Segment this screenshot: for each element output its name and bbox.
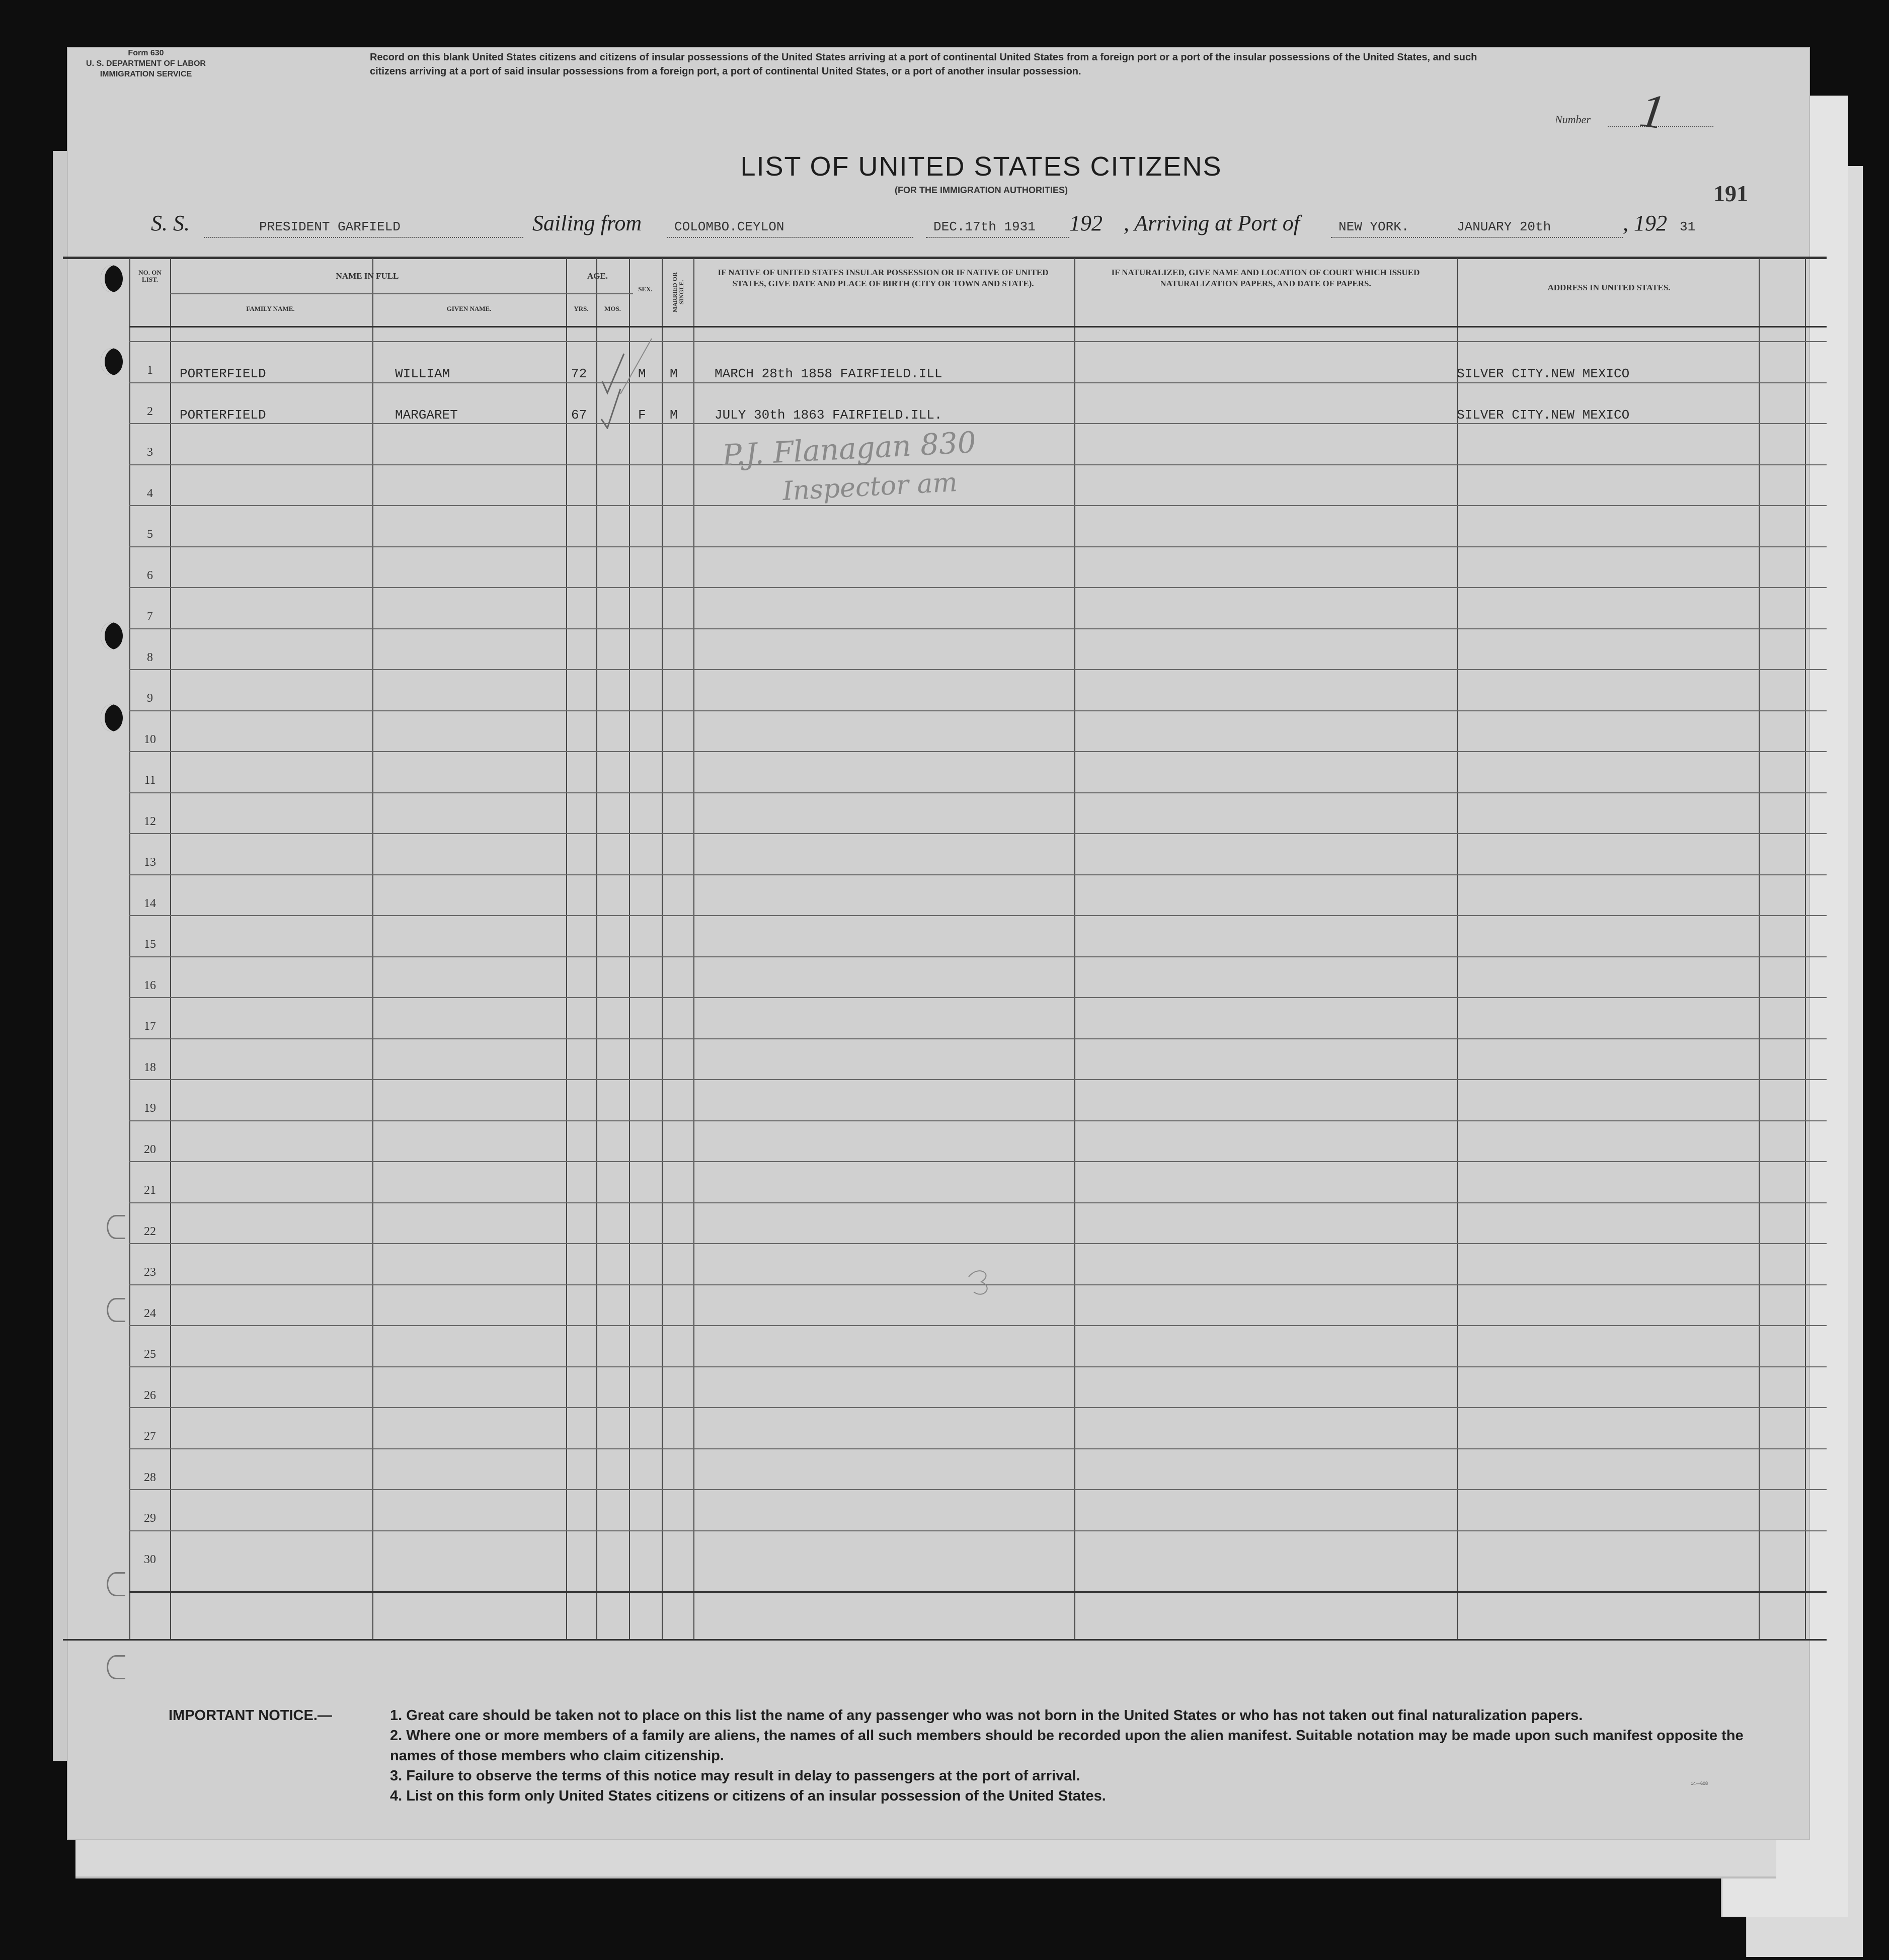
column-rule xyxy=(566,258,567,1639)
row-2-birth: JULY 30th 1863 FAIRFIELD.ILL. xyxy=(715,407,942,423)
row-number: 30 xyxy=(144,1553,156,1566)
row-number: 14 xyxy=(144,896,156,910)
year-prefix-1: 192 xyxy=(1069,211,1103,235)
row-number: 13 xyxy=(144,856,156,869)
row-1-age-years: 72 xyxy=(571,366,587,381)
row-number: 9 xyxy=(147,692,153,705)
row-1-given-name: WILLIAM xyxy=(395,366,450,381)
row-rule xyxy=(129,956,1827,957)
row-rule xyxy=(129,505,1827,506)
row-number: 12 xyxy=(144,814,156,828)
row-number: 29 xyxy=(144,1512,156,1525)
row-rule xyxy=(129,382,1827,383)
arriving-year-suffix: 31 xyxy=(1680,219,1696,234)
ship-name: PRESIDENT GARFIELD xyxy=(259,219,401,234)
row-number: 10 xyxy=(144,732,156,746)
header-name-in-full: NAME IN FULL xyxy=(336,271,399,281)
row-number: 24 xyxy=(144,1306,156,1320)
arriving-date: JANUARY 20th xyxy=(1457,219,1551,234)
row-rule xyxy=(129,874,1827,875)
row-rule xyxy=(129,1591,1827,1593)
row-rule xyxy=(129,341,1827,342)
row-2-family-name: PORTERFIELD xyxy=(180,407,266,423)
header-naturalized: IF NATURALIZED, GIVE NAME AND LOCATION OF COURT WHICH ISSUED NATURALIZATION PAPERS, AND DATE OF PAPERS. xyxy=(1111,268,1420,288)
row-1-sex: M xyxy=(638,366,646,381)
column-rule xyxy=(170,258,171,1639)
arriving-port: NEW YORK. xyxy=(1339,219,1409,234)
list-number: 1 xyxy=(1636,83,1669,139)
notice-item: 2. Where one or more members of a family are aliens, the names of all such members should be recorded upon the alien manifest. Suitable notation may be made upon such manifest opposite the names of those members who claim citizenship. xyxy=(390,1728,1744,1764)
page-subtitle: (FOR THE IMMIGRATION AUTHORITIES) xyxy=(895,185,1068,195)
row-number: 27 xyxy=(144,1430,156,1443)
row-number: 25 xyxy=(144,1348,156,1361)
service-name: IMMIGRATION SERVICE xyxy=(100,70,192,78)
row-number: 18 xyxy=(144,1060,156,1074)
row-number: 8 xyxy=(147,650,153,664)
sailing-from-underline xyxy=(667,236,913,238)
form-number: Form 630 xyxy=(128,49,164,57)
row-number: 20 xyxy=(144,1142,156,1156)
check-mark xyxy=(601,389,620,428)
row-2-sex: F xyxy=(638,407,646,423)
row-rule xyxy=(129,1202,1827,1203)
notice-item: 3. Failure to observe the terms of this notice may result in delay to passengers at the port of arrival. xyxy=(390,1768,1080,1784)
row-rule xyxy=(129,669,1827,670)
header-address: ADDRESS IN UNITED STATES. xyxy=(1547,283,1671,292)
form-identification xyxy=(70,48,221,79)
notice-item: 4. List on this form only United States citizens or citizens of an insular possession of the United States. xyxy=(390,1788,1106,1804)
row-1-marital-status: M xyxy=(670,366,678,381)
row-number: 11 xyxy=(144,774,156,787)
record-instructions: Record on this blank United States citizens and citizens of insular possessions of the United States arriving at a port of continental United States from a foreign port or a port of the insular possessions of the United States, and such citizens arriving at a port of said insular possessions from a foreign port, a port of continental United States, or a port of another insular possession. xyxy=(370,52,1477,77)
inspector-signature: P.J. Flanagan 830 xyxy=(721,425,977,473)
header-family-name: FAMILY NAME. xyxy=(246,305,295,312)
check-mark xyxy=(602,354,624,393)
row-rule xyxy=(129,751,1827,752)
row-number: 19 xyxy=(144,1102,156,1115)
row-number: 1 xyxy=(147,364,153,377)
row-1-family-name: PORTERFIELD xyxy=(180,366,266,381)
punch-hole xyxy=(107,1655,125,1679)
notice-item: 1. Great care should be taken not to place on this list the name of any passenger who was not born in the United States or who has not taken out final naturalization papers. xyxy=(390,1707,1583,1724)
row-number: 22 xyxy=(144,1224,156,1238)
row-rule xyxy=(129,1489,1827,1490)
row-rule xyxy=(129,464,1827,465)
row-rule xyxy=(129,1243,1827,1244)
row-rule xyxy=(129,1530,1827,1531)
sailing-date-underline xyxy=(926,236,1069,238)
column-rule xyxy=(662,258,663,1639)
header-rule xyxy=(129,326,1827,328)
row-2-given-name: MARGARET xyxy=(395,407,458,423)
sailing-from-port: COLOMBO.CEYLON xyxy=(674,219,784,234)
row-number: 2 xyxy=(147,404,153,418)
sailing-from-label: Sailing from xyxy=(532,211,642,235)
column-rule xyxy=(1805,258,1806,1639)
row-number: 15 xyxy=(144,938,156,951)
row-number: 21 xyxy=(144,1184,156,1197)
header-birth: IF NATIVE OF UNITED STATES INSULAR POSSESSION OR IF NATIVE OF UNITED STATES, GIVE DATE AND PLACE OF BIRTH (CITY OR TOWN AND STATE). xyxy=(718,268,1049,288)
row-2-age-years: 67 xyxy=(571,407,587,423)
column-rule xyxy=(1759,258,1760,1639)
row-rule xyxy=(129,833,1827,834)
row-rule xyxy=(129,710,1827,711)
row-number: 3 xyxy=(147,446,153,459)
row-rule xyxy=(129,1325,1827,1326)
arriving-label: , Arriving at Port of xyxy=(1124,211,1300,235)
row-rule xyxy=(129,1407,1827,1408)
column-rule xyxy=(372,258,373,1639)
header-age-months: MOS. xyxy=(604,305,621,312)
check-marks xyxy=(596,334,657,429)
row-rule xyxy=(129,915,1827,916)
row-2-address: SILVER CITY.NEW MEXICO xyxy=(1457,407,1630,423)
row-number: 17 xyxy=(144,1020,156,1033)
row-1-address: SILVER CITY.NEW MEXICO xyxy=(1457,366,1630,381)
row-rule xyxy=(129,1120,1827,1121)
header-married-or-single: MARRIED OR SINGLE. xyxy=(671,272,685,312)
row-rule xyxy=(129,587,1827,588)
department-name: U. S. DEPARTMENT OF LABOR xyxy=(86,59,206,68)
header-rule xyxy=(170,293,633,294)
row-rule xyxy=(129,997,1827,998)
column-rule xyxy=(629,258,630,1639)
row-1-birth: MARCH 28th 1858 FAIRFIELD.ILL xyxy=(715,366,942,381)
header-age: AGE. xyxy=(587,271,608,281)
row-2-marital-status: M xyxy=(670,407,678,423)
row-rule xyxy=(129,792,1827,793)
header-no-on-list: NO. ON LIST. xyxy=(138,269,162,283)
form-print-code: 14—608 xyxy=(1691,1781,1708,1786)
row-number: 23 xyxy=(144,1266,156,1279)
column-rule xyxy=(596,258,597,1639)
header-given-name: GIVEN NAME. xyxy=(446,305,492,312)
pencil-stroke xyxy=(620,339,652,394)
row-number: 6 xyxy=(147,568,153,582)
pencil-mark xyxy=(964,1264,999,1299)
citizens-table xyxy=(63,257,1827,1641)
column-rule xyxy=(693,258,694,1639)
row-rule xyxy=(129,628,1827,629)
number-label: Number xyxy=(1555,113,1591,126)
row-number: 28 xyxy=(144,1471,156,1484)
row-rule xyxy=(129,546,1827,547)
page-number: 191 xyxy=(1713,181,1748,206)
notice-list xyxy=(390,1705,1779,1806)
column-rule xyxy=(1457,258,1458,1639)
ship-underline xyxy=(204,236,523,238)
ss-label: S. S. xyxy=(151,211,190,235)
page-title: LIST OF UNITED STATES CITIZENS xyxy=(740,151,1222,182)
row-rule xyxy=(129,1161,1827,1162)
arrival-underline xyxy=(1331,236,1623,238)
header-sex: SEX. xyxy=(638,285,653,293)
sailing-date: DEC.17th 1931 xyxy=(933,219,1036,234)
row-number: 4 xyxy=(147,486,153,500)
column-rule xyxy=(1074,258,1075,1639)
year-prefix-2: , 192 xyxy=(1623,211,1667,235)
row-rule xyxy=(129,1366,1827,1367)
row-number: 5 xyxy=(147,528,153,541)
header-age-years: YRS. xyxy=(574,305,589,312)
row-rule xyxy=(129,423,1827,424)
inspector-title: Inspector am xyxy=(781,467,959,507)
row-rule xyxy=(129,1079,1827,1080)
row-rule xyxy=(129,1038,1827,1039)
row-rule xyxy=(129,1448,1827,1449)
row-number: 16 xyxy=(144,978,156,992)
row-number: 7 xyxy=(147,610,153,623)
row-number: 26 xyxy=(144,1389,156,1402)
notice-heading: IMPORTANT NOTICE.— xyxy=(169,1707,332,1724)
